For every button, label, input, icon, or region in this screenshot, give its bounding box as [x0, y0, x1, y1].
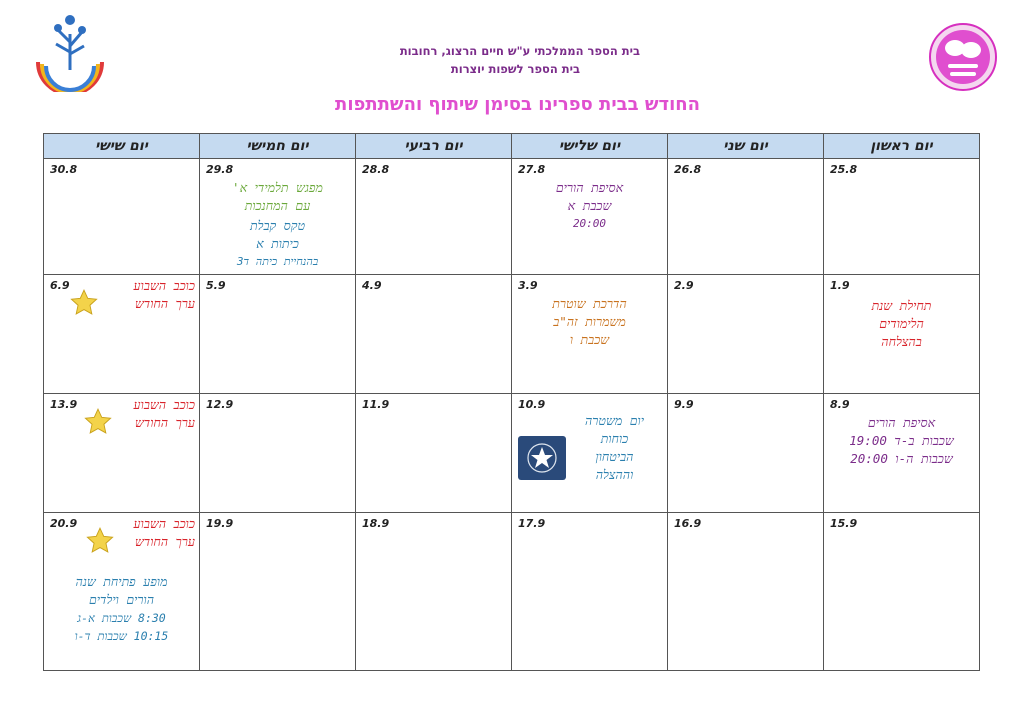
event-star-of-week	[84, 277, 195, 313]
day-cell	[668, 394, 824, 513]
event-line: ערך החודש	[134, 534, 195, 549]
event-line: הדרכת שוטרת	[552, 296, 627, 311]
date-label: 12.9	[206, 398, 234, 411]
day-cell	[668, 275, 824, 394]
day-cell	[512, 275, 668, 394]
event-line: 8:30 שכבות א-ג	[77, 611, 166, 625]
event-opening-show	[44, 573, 199, 645]
date-label: 10.9	[518, 398, 546, 411]
day-header-fri: יום שישי	[44, 134, 200, 159]
day-cell	[824, 394, 980, 513]
day-cell	[200, 513, 356, 671]
event-line: טקס קבלת	[249, 218, 306, 233]
date-label: 15.9	[830, 517, 858, 530]
event-line: כוכב השבוע	[133, 278, 195, 293]
date-label: 18.9	[362, 517, 390, 530]
event-first-graders-meeting	[200, 179, 355, 215]
event-school-start	[824, 297, 979, 351]
event-line: אסיפת הורים	[867, 415, 936, 430]
day-cell	[200, 394, 356, 513]
day-cell	[512, 513, 668, 671]
day-cell	[824, 513, 980, 671]
day-header-sun: יום ראשון	[824, 134, 980, 159]
date-label: 2.9	[674, 279, 694, 292]
event-line: בהנחיית כיתה ד3	[236, 255, 319, 268]
date-label: 11.9	[362, 398, 390, 411]
date-label: 13.9	[50, 398, 78, 411]
day-cell	[356, 275, 512, 394]
day-header-mon: יום שני	[668, 134, 824, 159]
week-row	[44, 513, 980, 671]
event-line: אסיפת הורים	[555, 180, 624, 195]
day-cell	[44, 275, 200, 394]
day-cell	[356, 159, 512, 275]
day-header-tue: יום שלישי	[512, 134, 668, 159]
date-label: 27.8	[518, 163, 546, 176]
date-label: 17.9	[518, 517, 546, 530]
day-cell	[824, 275, 980, 394]
event-line: כיתות א	[256, 236, 299, 251]
event-line: הביטחון	[595, 449, 634, 464]
day-cell	[44, 513, 200, 671]
page-title: החודש בבית ספרינו בסימן שיתוף והשתתפות	[335, 94, 700, 115]
day-cell	[200, 159, 356, 275]
date-label: 16.9	[674, 517, 702, 530]
event-line: יום משטרה	[584, 413, 645, 428]
event-line: 20:00	[572, 217, 607, 230]
event-line: וההצלה	[595, 467, 634, 482]
day-cell	[356, 513, 512, 671]
date-label: 4.9	[362, 279, 382, 292]
day-cell	[200, 275, 356, 394]
date-label: 5.9	[206, 279, 226, 292]
police-emblem-icon	[518, 436, 566, 480]
event-line: כוכב השבוע	[133, 397, 195, 412]
school-logo	[30, 12, 110, 92]
date-label: 9.9	[674, 398, 694, 411]
event-line: תחילת שנת	[871, 298, 932, 313]
date-label: 3.9	[518, 279, 538, 292]
event-line: שכבות ה-ו 20:00	[850, 451, 953, 466]
date-label: 25.8	[830, 163, 858, 176]
date-label: 20.9	[50, 517, 78, 530]
day-cell	[512, 159, 668, 275]
date-label: 28.8	[362, 163, 390, 176]
event-line: מופע פתיחת שנה	[75, 574, 168, 589]
week-row	[44, 275, 980, 394]
day-cell	[44, 159, 200, 275]
event-line: שכבת ו	[569, 332, 610, 347]
event-police-guidance	[512, 295, 667, 349]
week-row	[44, 394, 980, 513]
event-line: עם המחנכות	[244, 198, 311, 213]
event-line: שכבת א	[567, 198, 612, 213]
calendar-header-row	[44, 134, 980, 159]
event-police-day	[562, 412, 667, 484]
event-line: מפגש תלמידי א'	[232, 180, 323, 195]
day-cell	[512, 394, 668, 513]
day-cell	[668, 159, 824, 275]
event-welcome-ceremony	[200, 217, 355, 271]
date-label: 30.8	[50, 163, 78, 176]
school-name: בית הספר הממלכתי ע"ש חיים הרצוג, רחובות	[399, 44, 640, 58]
event-line: 10:15 שכבות ד-ו	[74, 629, 169, 643]
event-line: שכבות ב-ד 19:00	[849, 433, 954, 448]
star-icon	[86, 527, 114, 555]
date-label: 26.8	[674, 163, 702, 176]
school-subtitle: בית הספר לשפות יוצרות	[450, 62, 580, 76]
partnership-logo	[928, 22, 998, 92]
day-cell	[668, 513, 824, 671]
day-cell	[356, 394, 512, 513]
event-line: ערך החודש	[134, 296, 195, 311]
event-line: ערך החודש	[134, 415, 195, 430]
day-cell	[824, 159, 980, 275]
star-icon	[70, 289, 98, 317]
date-label: 6.9	[50, 279, 70, 292]
date-label: 1.9	[830, 279, 850, 292]
week-row	[44, 159, 980, 275]
day-header-wed: יום רביעי	[356, 134, 512, 159]
event-parents-meeting	[512, 179, 667, 233]
date-label: 29.8	[206, 163, 234, 176]
day-cell	[44, 394, 200, 513]
event-line: משמרות זה"ב	[553, 314, 626, 329]
event-line: כוחות	[600, 431, 629, 446]
event-parents-meeting	[824, 414, 979, 468]
date-label: 19.9	[206, 517, 234, 530]
date-label: 8.9	[830, 398, 850, 411]
star-icon	[84, 408, 112, 436]
day-header-thu: יום חמישי	[200, 134, 356, 159]
event-line: בהצלחה	[881, 334, 922, 349]
event-line: הלימודים	[879, 316, 924, 331]
calendar-table	[43, 133, 980, 671]
event-line: הורים וילדים	[88, 592, 155, 607]
event-line: כוכב השבוע	[133, 516, 195, 531]
